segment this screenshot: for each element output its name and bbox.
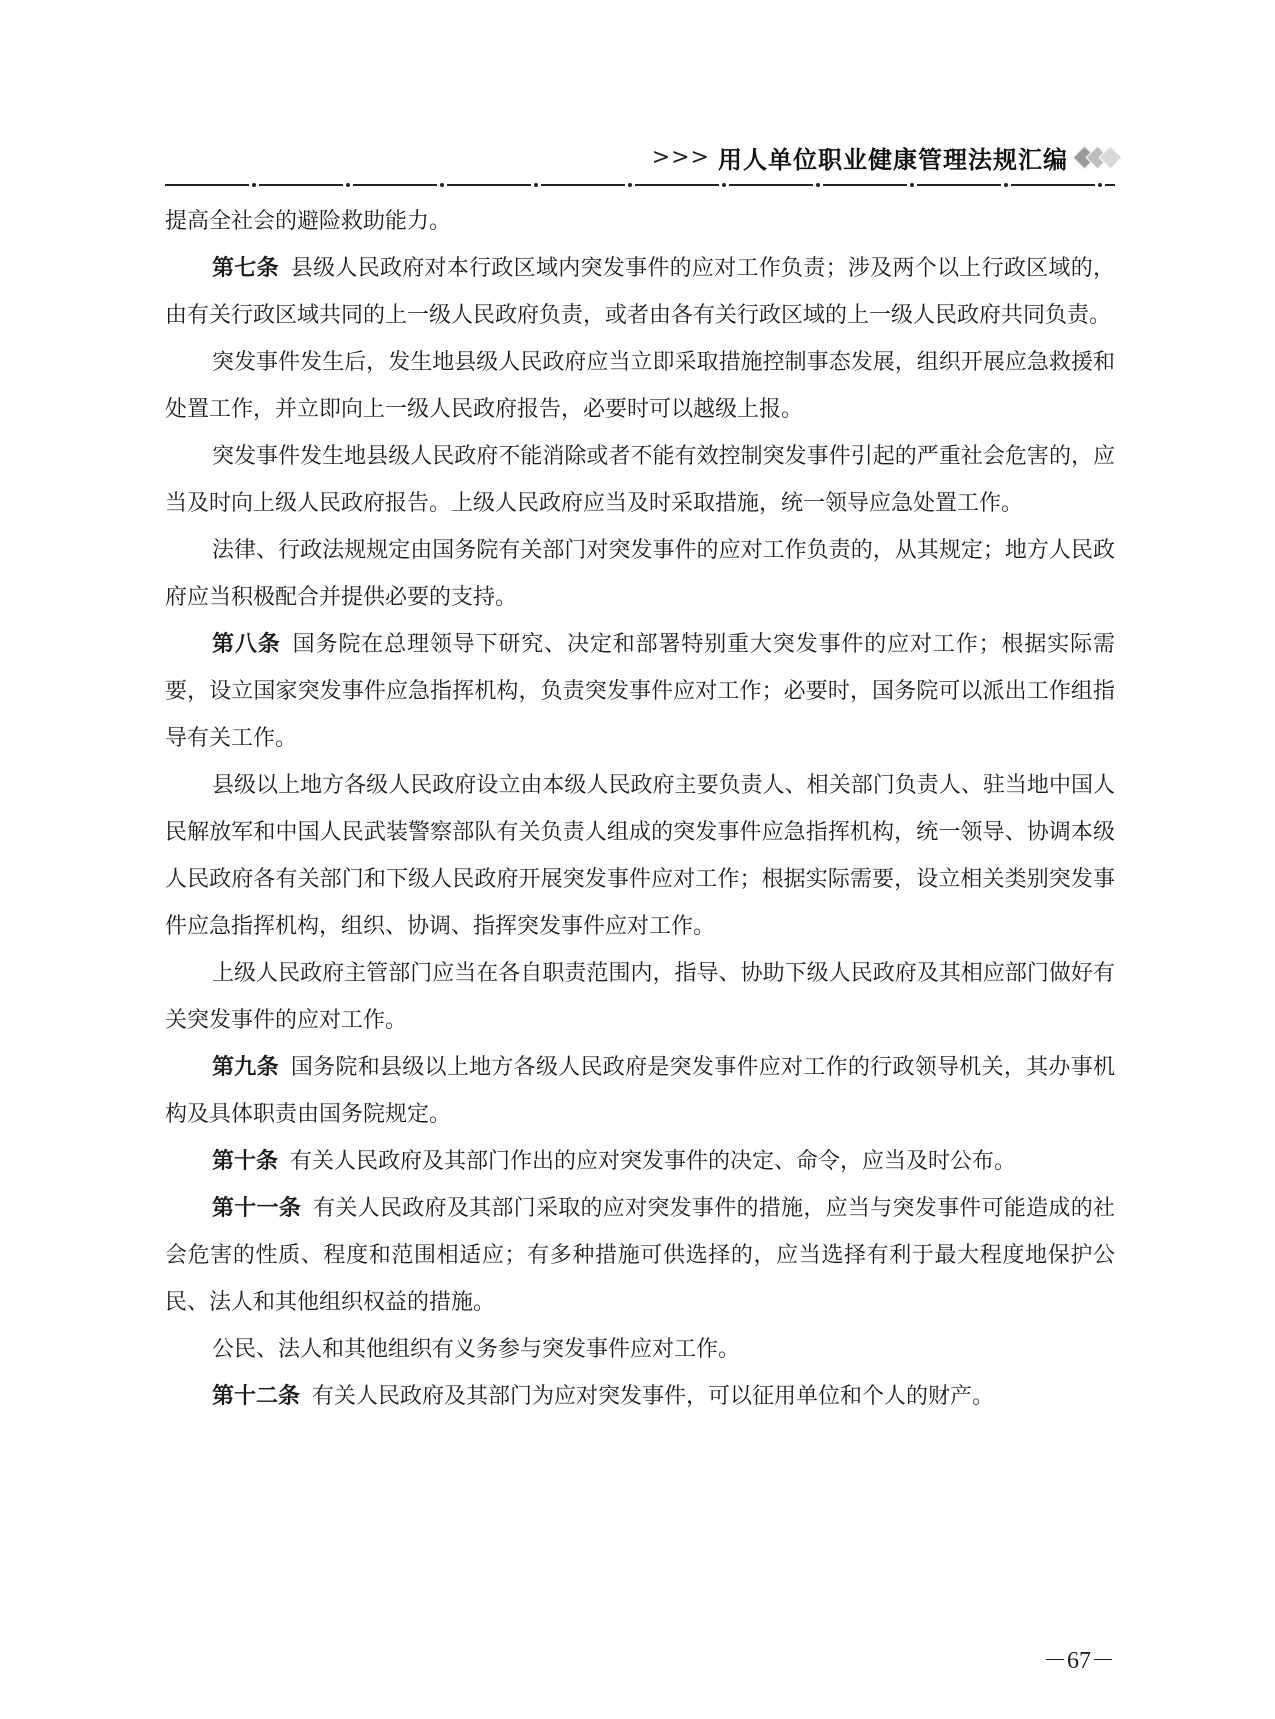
article-number: 第十条 <box>212 1148 279 1174</box>
paragraph <box>165 1326 1115 1373</box>
chevrons-icon: >>> <box>651 145 710 170</box>
paragraph-text: 县级人民政府对本行政区域内突发事件的应对工作负责；涉及两个以上行政区域的，由有关行政区域共同的上一级人民政府负责，或者由各有关行政区域的上一级人民政府共同负责。 <box>165 256 1115 328</box>
paragraph-text: 有关人民政府及其部门采取的应对突发事件的措施，应当与突发事件可能造成的社会危害的性质、程度和范围相适应；有多种措施可供选择的，应当选择有利于最大程度地保护公民、法人和其他组织权益的措施。 <box>165 1196 1115 1315</box>
paragraph <box>165 245 1115 339</box>
diamond-ornament-icon <box>1080 149 1119 166</box>
paragraph-text: 突发事件发生后，发生地县级人民政府应当立即采取措施控制事态发展，组织开展应急救援和处置工作，并立即向上一级人民政府报告，必要时可以越级上报。 <box>165 350 1115 422</box>
paragraph <box>165 1138 1115 1185</box>
paragraph-text: 上级人民政府主管部门应当在各自职责范围内，指导、协助下级人民政府及其相应部门做好有关突发事件的应对工作。 <box>165 961 1115 1033</box>
running-header <box>652 140 1119 175</box>
page-body <box>165 198 1115 1420</box>
paragraph <box>165 762 1115 950</box>
paragraph <box>165 1373 1115 1420</box>
paragraph-text: 国务院和县级以上地方各级人民政府是突发事件应对工作的行政领导机关，其办事机构及具体职责由国务院规定。 <box>165 1055 1115 1127</box>
paragraph-text: 公民、法人和其他组织有义务参与突发事件应对工作。 <box>212 1337 741 1362</box>
paragraph <box>165 198 1115 245</box>
header-divider <box>165 179 1115 191</box>
paragraph-text: 有关人民政府及其部门为应对突发事件，可以征用单位和个人的财产。 <box>312 1384 995 1409</box>
paragraph-text: 县级以上地方各级人民政府设立由本级人民政府主要负责人、相关部门负责人、驻当地中国人民解放军和中国人民武装警察部队有关负责人组成的突发事件应急指挥机构，统一领导、协调本级人民政府各有关部门和下级人民政府开展突发事件应对工作；根据实际需要，设立相关类别突发事件应急指挥机构，组织、协调、指挥突发事件应对工作。 <box>165 773 1115 939</box>
book-title: 用人单位职业健康管理法规汇编 <box>718 145 1068 174</box>
paragraph-text: 法律、行政法规规定由国务院有关部门对突发事件的应对工作负责的，从其规定；地方人民政府应当积极配合并提供必要的支持。 <box>165 538 1115 610</box>
paragraph <box>165 339 1115 433</box>
article-number: 第九条 <box>212 1054 279 1080</box>
article-number: 第十一条 <box>212 1195 302 1221</box>
paragraph <box>165 950 1115 1044</box>
paragraph-text: 国务院在总理领导下研究、决定和部署特别重大突发事件的应对工作；根据实际需要，设立国家突发事件应急指挥机构，负责突发事件应对工作；必要时，国务院可以派出工作组指导有关工作。 <box>165 632 1115 751</box>
paragraph <box>165 433 1115 527</box>
paragraph-text: 有关人民政府及其部门作出的应对突发事件的决定、命令，应当及时公布。 <box>290 1149 1017 1174</box>
paragraph <box>165 527 1115 621</box>
article-number: 第十二条 <box>212 1383 301 1409</box>
paragraph-text: 突发事件发生地县级人民政府不能消除或者不能有效控制突发事件引起的严重社会危害的，应当及时向上级人民政府报告。上级人民政府应当及时采取措施，统一领导应急处置工作。 <box>165 444 1115 516</box>
article-number: 第七条 <box>212 255 279 281</box>
paragraph-text: 提高全社会的避险救助能力。 <box>165 209 452 234</box>
page-number: －67－ <box>1043 1648 1115 1674</box>
paragraph <box>165 621 1115 762</box>
article-number: 第八条 <box>212 631 281 657</box>
paragraph <box>165 1044 1115 1138</box>
paragraph <box>165 1185 1115 1326</box>
